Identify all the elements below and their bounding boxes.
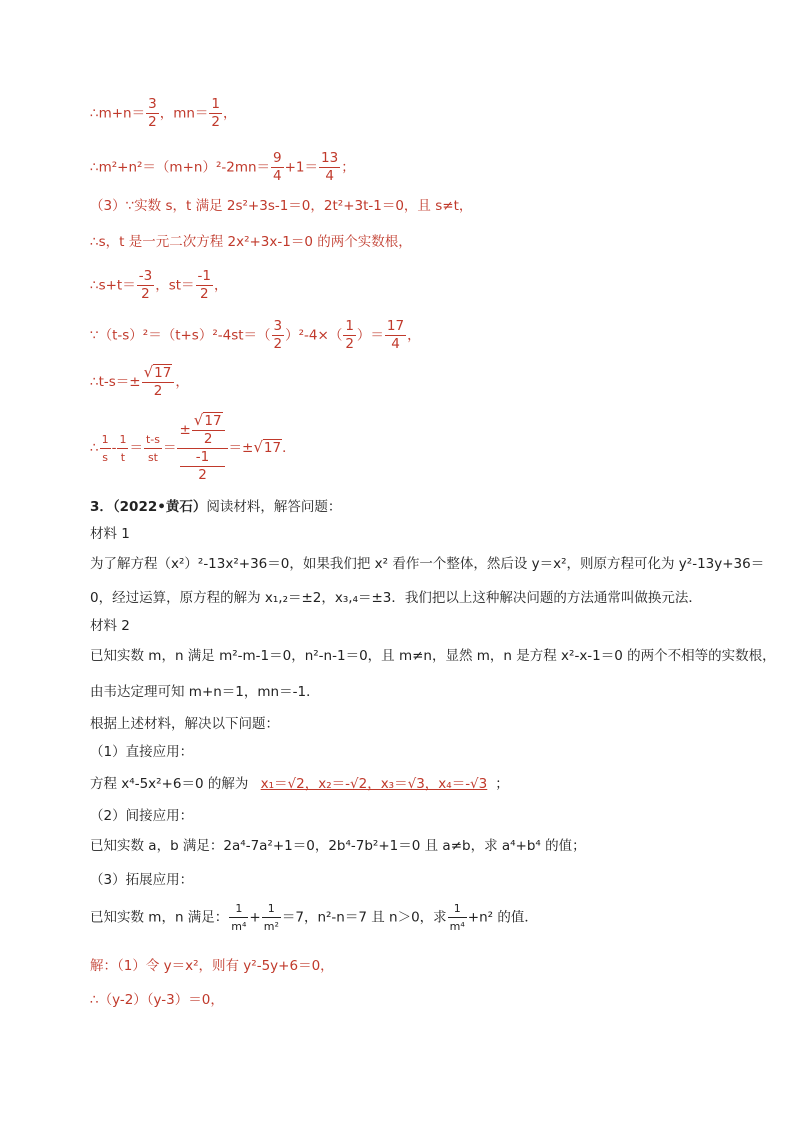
part-1-title: （1）直接应用： bbox=[90, 744, 194, 760]
material-2-line-1: 已知实数 m，n 满足 m²-m-1＝0，n²-n-1＝0，且 m≠n，显然 m，n 是方程 x²-x-1＝0 的两个不相等的实数根， bbox=[90, 648, 776, 664]
part-1-answer: x₁＝√2，x₂＝-√2，x₃＝√3，x₄＝-√3 bbox=[260, 776, 488, 792]
solution-line-sum-squares: ∴m²+n²＝（m+n）²-2mn＝ $\frac{9}{4}$ +1＝ $\frac{13}{4}$ ； bbox=[90, 150, 355, 184]
part-1-question: 方程 x⁴-5x²+6＝0 的解为 x₁＝√2，x₂＝-√2，x₃＝√3，x₄＝-√3 ； bbox=[90, 776, 509, 792]
material-2-line-2: 由韦达定理可知 m+n＝1，mn＝-1． bbox=[90, 684, 320, 700]
material-1-title: 材料 1 bbox=[90, 526, 130, 542]
solution-part1-substitution: 解：（1）令 y＝x²，则有 y²-5y+6＝0， bbox=[90, 958, 334, 974]
solution-line-mn: ∴m+n＝ $\frac{3}{2}$ ，mn＝ $\frac{1}{2}$ ， bbox=[90, 96, 237, 130]
solution-line-reciprocal-difference: ∴ $\frac{1}{s}$ - $\frac{1}{t}$ ＝ $\frac{t-s}{st}$ ＝ ± $\frac{√17}{2}$ -1 2 ＝±√17． bbox=[90, 411, 296, 483]
solution-part1-factor: ∴（y-2）（y-3）＝0， bbox=[90, 992, 224, 1008]
part-3-title: （3）拓展应用： bbox=[90, 872, 194, 888]
question-3-header: 3．（2022•黄石）阅读材料，解答问题： bbox=[90, 499, 342, 515]
part-2-title: （2）间接应用： bbox=[90, 808, 194, 824]
solution-line-s-plus-t: ∴s+t＝ $\frac{-3}{2}$ ，st＝ $\frac{-1}{2}$ ， bbox=[90, 268, 228, 302]
solution-line-t-minus-s-squared: ∵（t-s）²＝（t+s）²-4st＝（ $\frac{3}{2}$ ）²-4×（ $\frac{1}{2}$ ）＝ $\frac{17}{4}$ ， bbox=[90, 318, 421, 352]
solution-line-t-minus-s: ∴t-s＝± $\frac{√17}{2}$ ， bbox=[90, 363, 189, 399]
material-1-line-1: 为了解方程（x²）²-13x²+36＝0，如果我们把 x² 看作一个整体，然后设 y＝x²，则原方程可化为 y²-13y+36＝ bbox=[90, 556, 765, 572]
instruction-line: 根据上述材料，解决以下问题： bbox=[90, 716, 279, 732]
material-2-title: 材料 2 bbox=[90, 618, 130, 634]
solution-part3-roots: ∴s，t 是一元二次方程 2x²+3x-1＝0 的两个实数根， bbox=[90, 234, 412, 250]
part-3-question: 已知实数 m，n 满足： $\frac{1}{\text{m⁴}}$ + $\frac{1}{\text{m²}}$ ＝7，n²-n＝7 且 n＞0，求 $\frac{1}{\text{m⁴}}$ +n² 的值． bbox=[90, 902, 538, 933]
part-2-question: 已知实数 a，b 满足：2a⁴-7a²+1＝0，2b⁴-7b²+1＝0 且 a≠b，求 a⁴+b⁴ 的值； bbox=[90, 838, 586, 854]
solution-part3-given: （3）∵实数 s，t 满足 2s²+3s-1＝0，2t²+3t-1＝0，且 s≠t， bbox=[90, 198, 473, 214]
material-1-line-2: 0，经过运算，原方程的解为 x₁,₂＝±2，x₃,₄＝±3．我们把以上这种解决问题的方法通常叫做换元法． bbox=[90, 590, 702, 606]
